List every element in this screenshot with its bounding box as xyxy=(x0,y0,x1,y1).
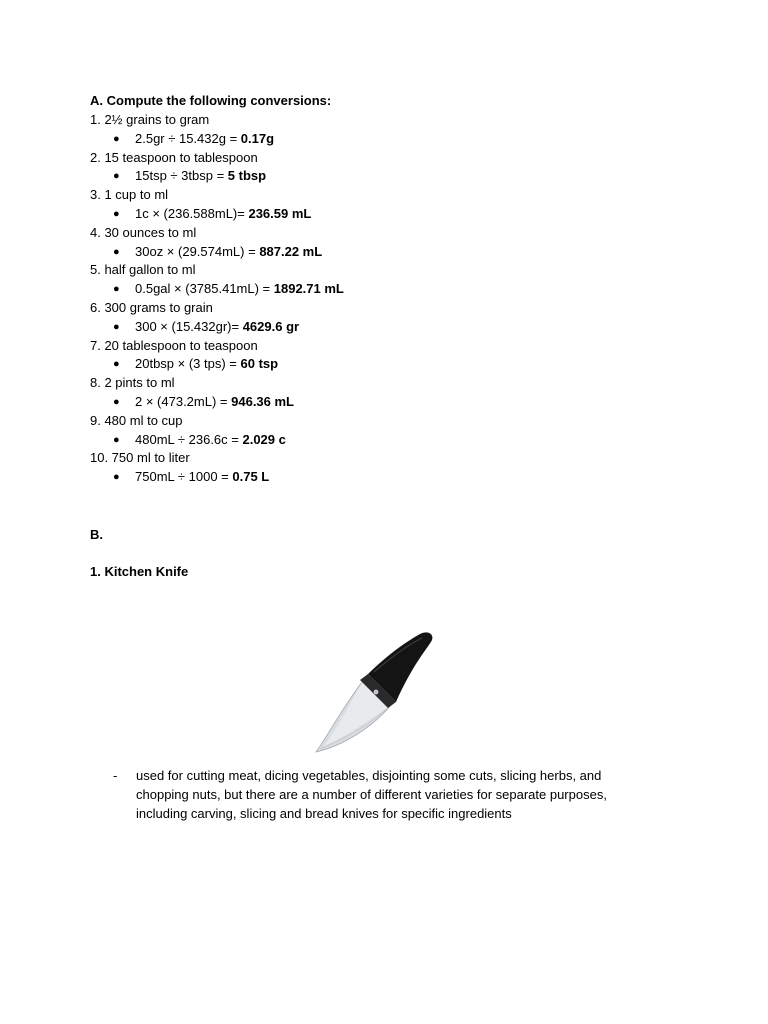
conversion-answer-line xyxy=(90,167,730,186)
bullet-icon: ● xyxy=(113,207,120,220)
conversion-item xyxy=(90,449,730,487)
bullet-icon: ● xyxy=(113,245,120,258)
bullet-icon: ● xyxy=(113,358,120,371)
conversion-answer-line xyxy=(90,468,730,487)
conversion-work: 2.5gr ÷ 15.432g = xyxy=(135,130,241,146)
section-b-heading: B. xyxy=(90,527,103,542)
bullet-icon: ● xyxy=(113,395,120,408)
conversion-question: 7. 20 tablespoon to teaspoon xyxy=(90,337,258,353)
conversion-question: 4. 30 ounces to ml xyxy=(90,224,197,240)
kitchen-knife-title: 1. Kitchen Knife xyxy=(90,564,189,579)
conversion-result: 2.029 c xyxy=(242,431,286,447)
conversion-answer-line xyxy=(90,280,730,299)
conversion-result: 5 tbsp xyxy=(227,168,267,184)
conversion-item xyxy=(90,111,730,149)
conversion-result: 0.17g xyxy=(240,130,275,146)
conversion-item xyxy=(90,299,730,337)
bullet-icon: ● xyxy=(113,132,120,145)
conversion-item xyxy=(90,374,730,412)
conversion-question: 3. 1 cup to ml xyxy=(90,187,169,203)
conversion-question: 1. 2½ grains to gram xyxy=(90,112,210,127)
conversion-item xyxy=(90,337,730,375)
conversion-work: 1c × (236.588mL)= xyxy=(135,205,249,221)
bullet-icon: ● xyxy=(113,170,120,183)
list-dash: - xyxy=(113,768,118,783)
conversion-work: 2 × (473.2mL) = xyxy=(135,393,232,409)
conversion-work: 0.5gal × (3785.41mL) = xyxy=(135,281,274,297)
conversion-work: 300 × (15.432gr)= xyxy=(135,318,243,334)
bullet-icon: ● xyxy=(113,320,120,333)
section-a-heading: A. Compute the following conversions: xyxy=(90,93,332,108)
conversion-work: 750mL ÷ 1000 = xyxy=(135,469,233,485)
bullet-icon: ● xyxy=(113,471,120,484)
conversion-result: 4629.6 gr xyxy=(242,318,300,334)
conversion-result: 0.75 L xyxy=(232,469,270,485)
conversion-item xyxy=(90,261,730,299)
conversion-question: 9. 480 ml to cup xyxy=(90,412,183,428)
conversion-question: 8. 2 pints to ml xyxy=(90,375,175,391)
conversion-answer-line xyxy=(90,243,730,262)
kitchen-knife-image xyxy=(312,630,437,754)
conversion-work: 20tbsp × (3 tps) = xyxy=(135,356,241,372)
conversion-question: 6. 300 grams to grain xyxy=(90,299,213,315)
conversion-item xyxy=(90,412,730,450)
conversion-list xyxy=(90,111,730,487)
conversion-answer-line xyxy=(90,130,730,149)
bullet-icon: ● xyxy=(113,283,120,296)
conversion-question: 10. 750 ml to liter xyxy=(90,450,190,466)
conversion-answer-line xyxy=(90,355,730,374)
conversion-result: 60 tsp xyxy=(240,356,279,372)
conversion-question: 5. half gallon to ml xyxy=(90,262,196,278)
conversion-result: 887.22 mL xyxy=(259,243,323,259)
conversion-item xyxy=(90,149,730,187)
conversion-result: 1892.71 mL xyxy=(273,281,344,297)
conversion-answer-line xyxy=(90,318,730,337)
conversion-work: 480mL ÷ 236.6c = xyxy=(135,431,243,447)
conversion-question: 2. 15 teaspoon to tablespoon xyxy=(90,149,258,165)
conversion-result: 236.59 mL xyxy=(248,205,312,221)
conversion-result: 946.36 mL xyxy=(231,393,294,409)
kitchen-knife-description: used for cutting meat, dicing vegetables, disjointing some cuts, slicing herbs, and chopping nuts, but there are a number of different varieties for separate purposes, including carving, slicing and bread knives for specific ingredients xyxy=(136,768,607,821)
conversion-answer-line xyxy=(90,205,730,224)
bullet-icon: ● xyxy=(113,433,120,446)
conversion-work: 30oz × (29.574mL) = xyxy=(135,243,260,259)
conversion-answer-line xyxy=(90,431,730,450)
conversion-item xyxy=(90,224,730,262)
conversion-item xyxy=(90,186,730,224)
conversion-work: 15tsp ÷ 3tbsp = xyxy=(135,168,228,184)
conversion-answer-line xyxy=(90,393,730,412)
